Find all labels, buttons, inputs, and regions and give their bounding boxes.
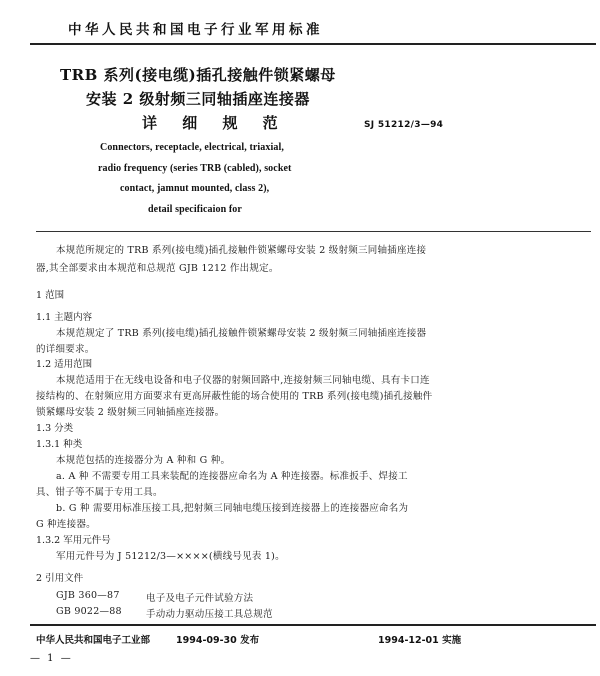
item-b: b. G 种 需要用标准压接工具,把射频三同轴电缆压接到连接器上的连接器应命名为 bbox=[56, 503, 409, 514]
document-title-line-2: 安装 2 级射频三同轴插座连接器 bbox=[86, 90, 310, 108]
section-1-3-1-heading: 1.3.1 种类 bbox=[36, 439, 83, 450]
document-title-line-3: 详 细 规 范 bbox=[142, 114, 288, 132]
reference-code: GB 9022—88 bbox=[56, 606, 122, 617]
section-1-2-heading: 1.2 适用范围 bbox=[36, 359, 93, 370]
header-rule bbox=[30, 43, 596, 45]
issue-date: 1994-09-30 发布 bbox=[176, 635, 260, 646]
section-1-2-text: 接结构的、在射频应用方面要求有更高屏蔽性能的场合使用的 TRB 系列(接电缆)插孔接触件 bbox=[36, 391, 433, 402]
reference-code: GJB 360—87 bbox=[56, 590, 120, 601]
item-a: a. A 种 不需要专用工具来装配的连接器应命名为 A 种连接器。标准扳手、焊接工 bbox=[56, 471, 408, 482]
reference-title: 电子及电子元件试验方法 bbox=[146, 593, 254, 604]
english-title-line: contact, jamnut mounted, class 2), bbox=[120, 183, 270, 194]
section-1-2-text: 锁紧螺母安装 2 级射频三同轴插座连接器。 bbox=[36, 407, 225, 418]
issuing-authority: 中华人民共和国电子工业部 bbox=[36, 635, 151, 646]
standard-category-header: 中华人民共和国电子行业军用标准 bbox=[68, 22, 323, 38]
section-1-3-1-text: 本规范包括的连接器分为 A 种和 G 种。 bbox=[56, 455, 231, 466]
section-1-1-text: 的详细要求。 bbox=[36, 344, 95, 355]
effective-date: 1994-12-01 实施 bbox=[378, 635, 462, 646]
item-a: 具、钳子等不属于专用工具。 bbox=[36, 487, 163, 498]
section-1-3-2-text: 军用元件号为 J 51212/3—××××(横线号见表 1)。 bbox=[56, 551, 285, 562]
standard-code: SJ 51212/3—94 bbox=[364, 120, 444, 130]
english-title-line: radio frequency (series TRB (cabled), socket bbox=[98, 163, 292, 174]
english-title-line: detail specificaion for bbox=[148, 204, 242, 215]
section-1-heading: 1 范围 bbox=[36, 290, 65, 301]
intro-line: 器,其全部要求由本规范和总规范 GJB 1212 作出规定。 bbox=[36, 263, 279, 274]
reference-title: 手动动力驱动压接工具总规范 bbox=[146, 609, 273, 620]
section-2-heading: 2 引用文件 bbox=[36, 573, 84, 584]
intro-line: 本规范所规定的 TRB 系列(接电缆)插孔接触件锁紧螺母安装 2 级射频三同轴插座连接 bbox=[56, 245, 427, 256]
section-1-3-2-heading: 1.3.2 军用元件号 bbox=[36, 535, 111, 546]
section-1-2-text: 本规范适用于在无线电设备和电子仪器的射频回路中,连接射频三同轴电缆、具有卡口连 bbox=[56, 375, 430, 386]
footer-rule bbox=[30, 624, 596, 626]
section-1-3-heading: 1.3 分类 bbox=[36, 423, 74, 434]
title-divider bbox=[36, 231, 591, 232]
page-number: — 1 — bbox=[30, 653, 73, 664]
section-1-1-text: 本规范规定了 TRB 系列(接电缆)插孔接触件锁紧螺母安装 2 级射频三同轴插座连接器 bbox=[56, 328, 427, 339]
document-title-line-1: TRB 系列(接电缆)插孔接触件锁紧螺母 bbox=[60, 66, 336, 84]
english-title-line: Connectors, receptacle, electrical, triaxial, bbox=[100, 142, 284, 153]
section-1-1-heading: 1.1 主题内容 bbox=[36, 312, 93, 323]
item-b: G 种连接器。 bbox=[36, 519, 96, 530]
